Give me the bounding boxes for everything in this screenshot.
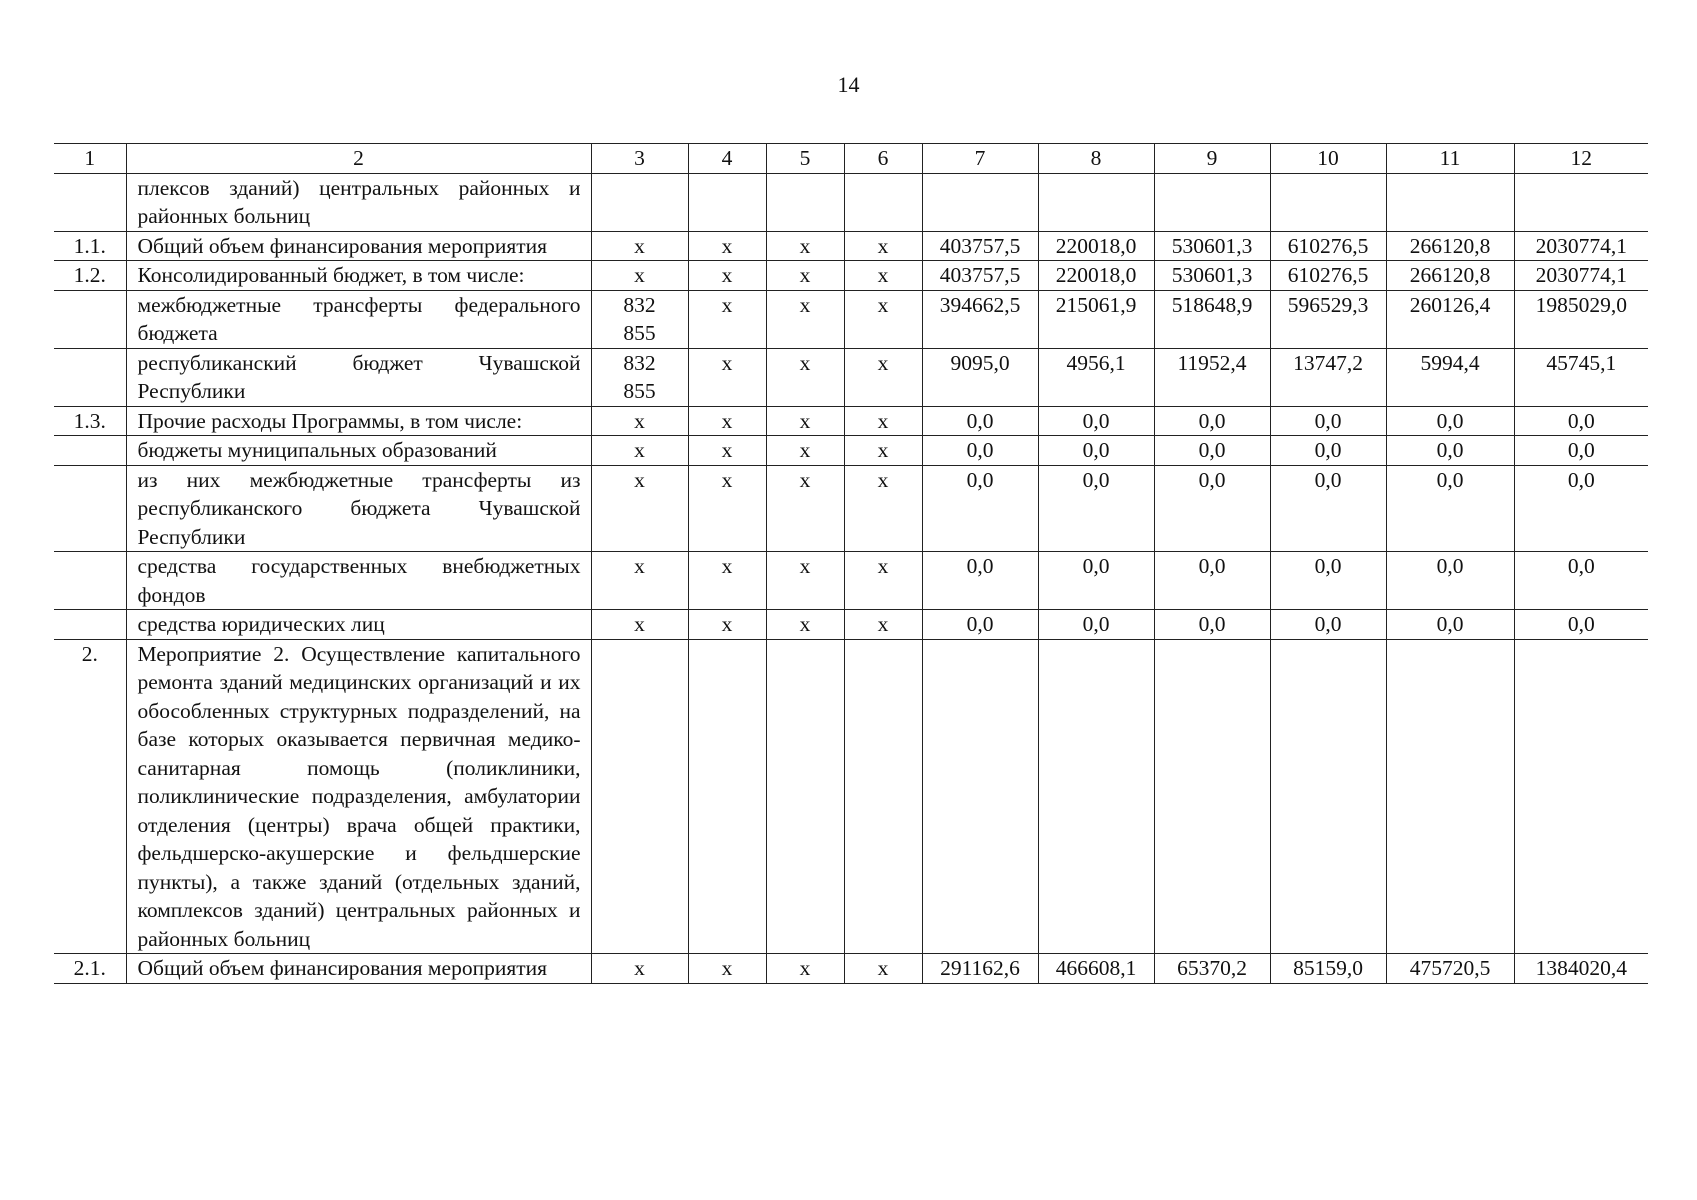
budget-code-cell [591, 610, 688, 640]
budget-code: х [634, 612, 645, 636]
row-description: Консолидированный бюджет, в том числе: [126, 261, 591, 291]
amount-cell [1270, 639, 1386, 954]
code-cell [766, 173, 844, 231]
amount-cell: 0,0 [1154, 610, 1270, 640]
table-row [54, 406, 1648, 436]
column-header: 7 [922, 144, 1038, 174]
amount-cell: 0,0 [1386, 436, 1514, 466]
amount-cell: 0,0 [1386, 406, 1514, 436]
code-cell: х [844, 231, 922, 261]
budget-code: х [634, 956, 645, 980]
row-number: 2. [54, 639, 126, 954]
row-number [54, 610, 126, 640]
row-number: 1.1. [54, 231, 126, 261]
code-cell: х [688, 406, 766, 436]
budget-code: 855 [623, 379, 656, 403]
row-number [54, 348, 126, 406]
table-row [54, 610, 1648, 640]
column-header: 3 [591, 144, 688, 174]
amount-cell: 0,0 [1514, 610, 1648, 640]
code-cell: х [844, 954, 922, 984]
amount-cell: 403757,5 [922, 231, 1038, 261]
amount-cell: 0,0 [922, 406, 1038, 436]
row-description: из них межбюджетные трансферты из республиканского бюджета Чувашской Республики [126, 465, 591, 552]
code-cell: х [688, 348, 766, 406]
amount-cell: 0,0 [1270, 552, 1386, 610]
code-cell: х [766, 406, 844, 436]
code-cell [844, 173, 922, 231]
amount-cell: 0,0 [1038, 436, 1154, 466]
budget-code-cell [591, 406, 688, 436]
amount-cell [1154, 639, 1270, 954]
amount-cell: 260126,4 [1386, 290, 1514, 348]
amount-cell: 266120,8 [1386, 261, 1514, 291]
table-row [54, 231, 1648, 261]
code-cell: х [766, 290, 844, 348]
budget-code: х [634, 554, 645, 578]
row-description: плексов зданий) центральных районных и районных больниц [126, 173, 591, 231]
page-number: 14 [837, 72, 860, 97]
code-cell: х [766, 261, 844, 291]
amount-cell [1038, 173, 1154, 231]
code-cell: х [766, 348, 844, 406]
code-cell: х [688, 552, 766, 610]
budget-table [54, 143, 1648, 984]
amount-cell: 65370,2 [1154, 954, 1270, 984]
amount-cell: 0,0 [1514, 406, 1648, 436]
row-number: 1.2. [54, 261, 126, 291]
code-cell: х [688, 465, 766, 552]
amount-cell [1270, 173, 1386, 231]
amount-cell [1154, 173, 1270, 231]
code-cell: х [688, 436, 766, 466]
column-header: 2 [126, 144, 591, 174]
amount-cell: 2030774,1 [1514, 261, 1648, 291]
budget-code-cell [591, 465, 688, 552]
amount-cell: 266120,8 [1386, 231, 1514, 261]
amount-cell: 4956,1 [1038, 348, 1154, 406]
code-cell: х [766, 552, 844, 610]
budget-code-cell [591, 348, 688, 406]
amount-cell [1386, 639, 1514, 954]
column-header: 8 [1038, 144, 1154, 174]
amount-cell: 1384020,4 [1514, 954, 1648, 984]
column-header: 6 [844, 144, 922, 174]
budget-code-cell [591, 552, 688, 610]
code-cell: х [844, 290, 922, 348]
amount-cell: 5994,4 [1386, 348, 1514, 406]
amount-cell: 0,0 [1270, 406, 1386, 436]
budget-code-cell [591, 290, 688, 348]
amount-cell: 291162,6 [922, 954, 1038, 984]
column-header: 11 [1386, 144, 1514, 174]
code-cell: х [844, 465, 922, 552]
amount-cell: 610276,5 [1270, 231, 1386, 261]
code-cell: х [688, 261, 766, 291]
row-description: Мероприятие 2. Осуществление капитального ремонта зданий медицинских организаций и их обособленных структурных подразделений, на базе которых оказывается первичная медико-санитарная помощь (поликлиники, поликлинические подразделения, амбулатории отделения (центры) врача общей практики, фельдшерско-акушерские и фельдшерские пункты), а также зданий (отдельных зданий, комплексов зданий) центральных районных и районных больниц [126, 639, 591, 954]
budget-code: 855 [623, 321, 656, 345]
row-number [54, 173, 126, 231]
code-cell [688, 639, 766, 954]
row-description: межбюджетные трансферты федерального бюджета [126, 290, 591, 348]
code-cell: х [688, 610, 766, 640]
amount-cell: 0,0 [1154, 436, 1270, 466]
table-row [54, 173, 1648, 231]
row-description: бюджеты муниципальных образований [126, 436, 591, 466]
amount-cell: 530601,3 [1154, 231, 1270, 261]
code-cell: х [844, 348, 922, 406]
code-cell [688, 173, 766, 231]
amount-cell: 403757,5 [922, 261, 1038, 291]
table-row [54, 639, 1648, 954]
amount-cell: 0,0 [1386, 552, 1514, 610]
code-cell: х [844, 552, 922, 610]
amount-cell: 0,0 [1270, 610, 1386, 640]
code-cell: х [766, 610, 844, 640]
budget-code-cell [591, 639, 688, 954]
code-cell: х [844, 436, 922, 466]
amount-cell [1514, 639, 1648, 954]
amount-cell: 0,0 [1386, 465, 1514, 552]
amount-cell: 0,0 [1514, 436, 1648, 466]
amount-cell: 45745,1 [1514, 348, 1648, 406]
table-row [54, 436, 1648, 466]
code-cell: х [688, 954, 766, 984]
amount-cell: 0,0 [922, 436, 1038, 466]
row-description: Общий объем финансирования мероприятия [126, 231, 591, 261]
row-description: средства юридических лиц [126, 610, 591, 640]
amount-cell: 0,0 [1270, 436, 1386, 466]
amount-cell: 11952,4 [1154, 348, 1270, 406]
amount-cell: 530601,3 [1154, 261, 1270, 291]
amount-cell: 0,0 [1038, 610, 1154, 640]
amount-cell: 610276,5 [1270, 261, 1386, 291]
budget-code: 832 [623, 350, 656, 375]
code-cell: х [688, 231, 766, 261]
amount-cell: 220018,0 [1038, 261, 1154, 291]
table-row [54, 348, 1648, 406]
amount-cell: 0,0 [1386, 610, 1514, 640]
row-description: Общий объем финансирования мероприятия [126, 954, 591, 984]
code-cell: х [766, 231, 844, 261]
amount-cell: 0,0 [1038, 465, 1154, 552]
amount-cell: 0,0 [1514, 552, 1648, 610]
amount-cell: 85159,0 [1270, 954, 1386, 984]
amount-cell: 2030774,1 [1514, 231, 1648, 261]
amount-cell [1386, 173, 1514, 231]
amount-cell: 0,0 [1038, 552, 1154, 610]
row-number [54, 552, 126, 610]
amount-cell: 215061,9 [1038, 290, 1154, 348]
row-description: республиканский бюджет Чувашской Республики [126, 348, 591, 406]
budget-code-cell [591, 436, 688, 466]
code-cell [844, 639, 922, 954]
code-cell: х [844, 261, 922, 291]
amount-cell: 0,0 [1514, 465, 1648, 552]
amount-cell: 0,0 [1154, 465, 1270, 552]
amount-cell: 0,0 [922, 465, 1038, 552]
amount-cell: 466608,1 [1038, 954, 1154, 984]
budget-code: х [634, 263, 645, 287]
code-cell: х [766, 465, 844, 552]
column-header: 9 [1154, 144, 1270, 174]
amount-cell: 518648,9 [1154, 290, 1270, 348]
code-cell: х [766, 954, 844, 984]
row-number [54, 290, 126, 348]
budget-code-cell [591, 173, 688, 231]
amount-cell: 220018,0 [1038, 231, 1154, 261]
budget-code: х [634, 408, 645, 433]
row-description: средства государственных внебюджетных фондов [126, 552, 591, 610]
row-number [54, 465, 126, 552]
table-row [54, 465, 1648, 552]
amount-cell: 0,0 [922, 552, 1038, 610]
amount-cell [1514, 173, 1648, 231]
budget-code: х [634, 438, 645, 462]
table-row [54, 261, 1648, 291]
column-header: 1 [54, 144, 126, 174]
code-cell: х [844, 406, 922, 436]
budget-code-cell [591, 954, 688, 984]
budget-code: х [634, 233, 645, 258]
amount-cell [922, 639, 1038, 954]
amount-cell: 13747,2 [1270, 348, 1386, 406]
amount-cell: 0,0 [922, 610, 1038, 640]
code-cell [766, 639, 844, 954]
table-row [54, 552, 1648, 610]
column-header: 4 [688, 144, 766, 174]
code-cell: х [688, 290, 766, 348]
row-number: 1.3. [54, 406, 126, 436]
amount-cell: 596529,3 [1270, 290, 1386, 348]
table-body [54, 173, 1648, 983]
amount-cell: 0,0 [1270, 465, 1386, 552]
row-number: 2.1. [54, 954, 126, 984]
column-header: 10 [1270, 144, 1386, 174]
amount-cell: 0,0 [1038, 406, 1154, 436]
amount-cell: 0,0 [1154, 406, 1270, 436]
amount-cell: 1985029,0 [1514, 290, 1648, 348]
amount-cell: 0,0 [1154, 552, 1270, 610]
amount-cell [1038, 639, 1154, 954]
table-row [54, 954, 1648, 984]
budget-code-cell [591, 261, 688, 291]
budget-code-cell [591, 231, 688, 261]
budget-code: х [634, 467, 645, 492]
table-header-row [54, 144, 1648, 174]
amount-cell: 9095,0 [922, 348, 1038, 406]
amount-cell [922, 173, 1038, 231]
amount-cell: 394662,5 [922, 290, 1038, 348]
budget-code: 832 [623, 292, 656, 317]
column-header: 5 [766, 144, 844, 174]
table-row [54, 290, 1648, 348]
code-cell: х [844, 610, 922, 640]
row-number [54, 436, 126, 466]
amount-cell: 475720,5 [1386, 954, 1514, 984]
column-header: 12 [1514, 144, 1648, 174]
code-cell: х [766, 436, 844, 466]
row-description: Прочие расходы Программы, в том числе: [126, 406, 591, 436]
